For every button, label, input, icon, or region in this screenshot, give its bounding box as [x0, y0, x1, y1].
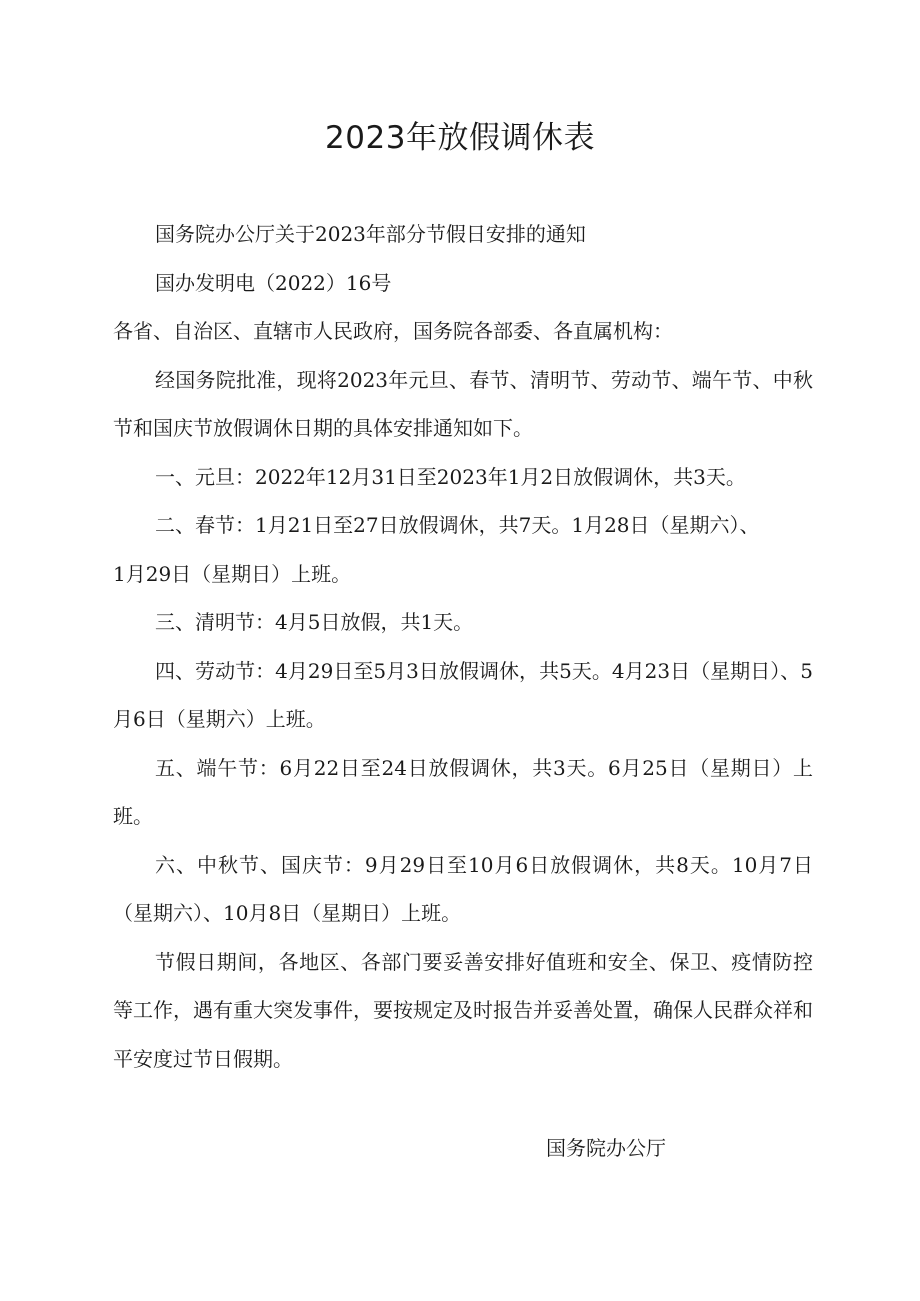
item-spring-festival: 二、春节：1月21日至27日放假调休，共7天。1月28日（星期六）、	[155, 513, 760, 537]
recipients: 各省、自治区、直辖市人民政府，国务院各部委、各直属机构：	[113, 319, 673, 343]
page-title: 2023年放假调休表	[325, 120, 595, 156]
item-new-year: 一、元旦：2022年12月31日至2023年1月2日放假调休，共3天。	[155, 464, 746, 489]
closing-paragraph: 节假日期间，各地区、各部门要妥善安排好值班和安全、保卫、疫情防控等工作，遇有重大突发事件，要按规定及时报告并妥善处置，确保人民群众祥和平安度过节日假期。	[113, 949, 813, 1071]
signature: 国务院办公厅	[546, 1136, 666, 1160]
notice-title: 国务院办公厅关于2023年部分节假日安排的通知	[155, 222, 586, 246]
item-mid-autumn-national: 六、中秋节、国庆节：9月29日至10月6日放假调休，共8天。10月7日（星期六）、10月8日（星期日）上班。	[113, 852, 813, 925]
item-qingming: 三、清明节：4月5日放假，共1天。	[155, 610, 474, 634]
item-dragon-boat: 五、端午节：6月22日至24日放假调休，共3天。6月25日（星期日）上班。	[113, 755, 813, 828]
document-number: 国办发明电（2022）16号	[155, 270, 392, 295]
item-spring-festival-continued: 1月29日（星期日）上班。	[113, 561, 352, 586]
document-body	[113, 210, 813, 1083]
intro-paragraph: 经国务院批准，现将2023年元旦、春节、清明节、劳动节、端午节、中秋节和国庆节放假调休日期的具体安排通知如下。	[113, 367, 813, 440]
item-labor-day: 四、劳动节：4月29日至5月3日放假调休，共5天。4月23日（星期日）、5月6日（星期六）上班。	[113, 658, 813, 731]
